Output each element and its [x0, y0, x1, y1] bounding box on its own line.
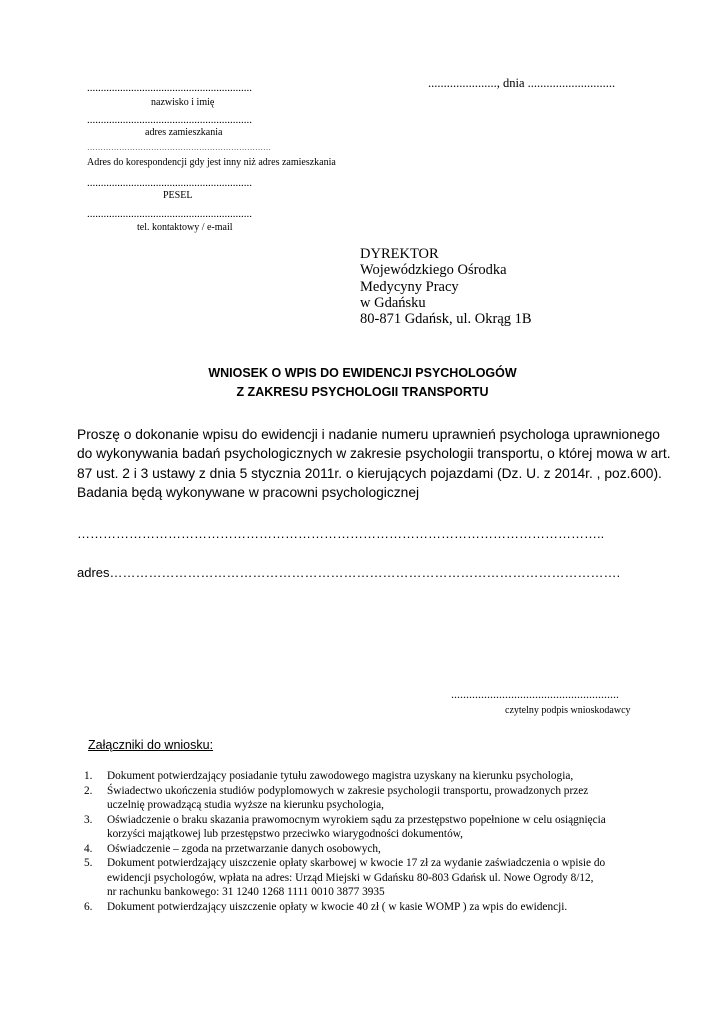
pesel-dots-line[interactable]: ............................................................ [87, 177, 252, 189]
list-item-text: Świadectwo ukończenia studiów podyplomowych w zakresie psychologii transportu, prowadzonych przez [107, 784, 589, 797]
list-item-text: Oświadczenie – zgoda na przetwarzanie danych osobowych, [107, 842, 381, 855]
correspondence-caption: Adres do korespondencji gdy jest inny niż adres zamieszkania [87, 157, 336, 168]
place-date-line[interactable]: ......................, dnia ............................ [428, 76, 616, 90]
document-title-line2: Z ZAKRESU PSYCHOLOGII TRANSPORTU [236, 385, 489, 399]
tel-dots-line[interactable]: ............................................................ [87, 208, 252, 220]
list-item [84, 769, 658, 784]
list-item [84, 784, 658, 813]
list-item-text: korzyści majątkowej lub przestępstwo przeciwko wiarygodności dokumentów, [107, 828, 463, 840]
recipient-line: w Gdańsku [360, 294, 426, 311]
list-item-text: uczelnię prowadzącą studia wyższe na kierunku psychologia, [107, 799, 384, 811]
paragraph-line: 87 ust. 2 i 3 ustawy z dnia 5 stycznia 2011r. o kierujących pojazdami (Dz. U. z 2014r. , poz.600). [77, 465, 662, 481]
document-title-line1: WNIOSEK O WPIS DO EWIDENCJI PSYCHOLOGÓW [208, 366, 517, 380]
recipient-line: Wojewódzkiego Ośrodka [360, 262, 507, 279]
correspondence-dots-line[interactable]: …………………………………………………………… [87, 143, 271, 152]
list-item-number: 6. [84, 900, 93, 913]
attachments-title: Załączniki do wniosku: [88, 738, 214, 752]
attachments-list [84, 769, 658, 914]
list-item-number: 5. [84, 857, 93, 869]
recipient-line: 80-871 Gdańsk, ul. Okrąg 1B [360, 311, 532, 328]
list-item [84, 856, 658, 900]
list-item-number: 4. [84, 842, 93, 855]
tel-caption: tel. kontaktowy / e-mail [137, 222, 233, 233]
name-caption: nazwisko i imię [151, 97, 215, 108]
workshop-name-line[interactable]: ………………………………………………………………………………………………………….. [77, 526, 605, 541]
name-dots-line[interactable]: ............................................................ [87, 82, 252, 94]
list-item [84, 813, 658, 842]
list-item-number: 2. [84, 784, 93, 797]
recipient-line: Medycyny Pracy [360, 278, 459, 295]
signature-caption: czytelny podpis wnioskodawcy [505, 705, 631, 716]
list-item [84, 900, 658, 915]
list-item-number: 3. [84, 813, 93, 826]
recipient-block [360, 246, 532, 327]
address-caption: adres zamieszkania [145, 127, 223, 138]
list-item-text: Dokument potwierdzający posiadanie tytułu zawodowego magistra uzyskany na kierunku psychologia, [107, 770, 574, 782]
paragraph-line: do wykonywania badań psychologicznych w zakresie psychologii transportu, o której mowa w art. [77, 446, 671, 462]
signature-dots-line[interactable]: ........................................................ [451, 687, 619, 701]
list-item-number: 1. [84, 770, 93, 782]
paragraph-line: Proszę o dokonanie wpisu do ewidencji i nadanie numeru uprawnień psychologa uprawnionego [77, 427, 660, 442]
list-item-text: Oświadczenie o braku skazania prawomocnym wyrokiem sądu za przestępstwo popełnione w celu osiągnięcia [107, 813, 606, 826]
list-item-text: Dokument potwierdzający uiszczenie opłaty skarbowej w kwocie 17 zł za wydanie zaświadczenia o wpisie do [107, 857, 606, 869]
list-item-text: Dokument potwierdzający uiszczenie opłaty w kwocie 40 zł ( w kasie WOMP ) za wpis do ewidencji. [107, 900, 568, 913]
request-paragraph [77, 425, 671, 502]
list-item [84, 842, 658, 857]
workshop-address-line[interactable]: adres………………………………………………………………………………………………………. [77, 565, 621, 580]
list-item-text: nr rachunku bankowego: 31 1240 1268 1111 0010 3877 3935 [107, 886, 385, 898]
pesel-caption: PESEL [163, 190, 193, 201]
paragraph-line: Badania będą wykonywane w pracowni psychologicznej [77, 484, 420, 500]
list-item-text: ewidencji psychologów, wpłata na adres: Urząd Miejski w Gdańsku 80-803 Gdańsk ul. Nowe Ogrody 8/12, [107, 871, 594, 884]
recipient-line: DYREKTOR [360, 246, 439, 262]
address-dots-line[interactable]: ............................................................ [87, 114, 252, 126]
